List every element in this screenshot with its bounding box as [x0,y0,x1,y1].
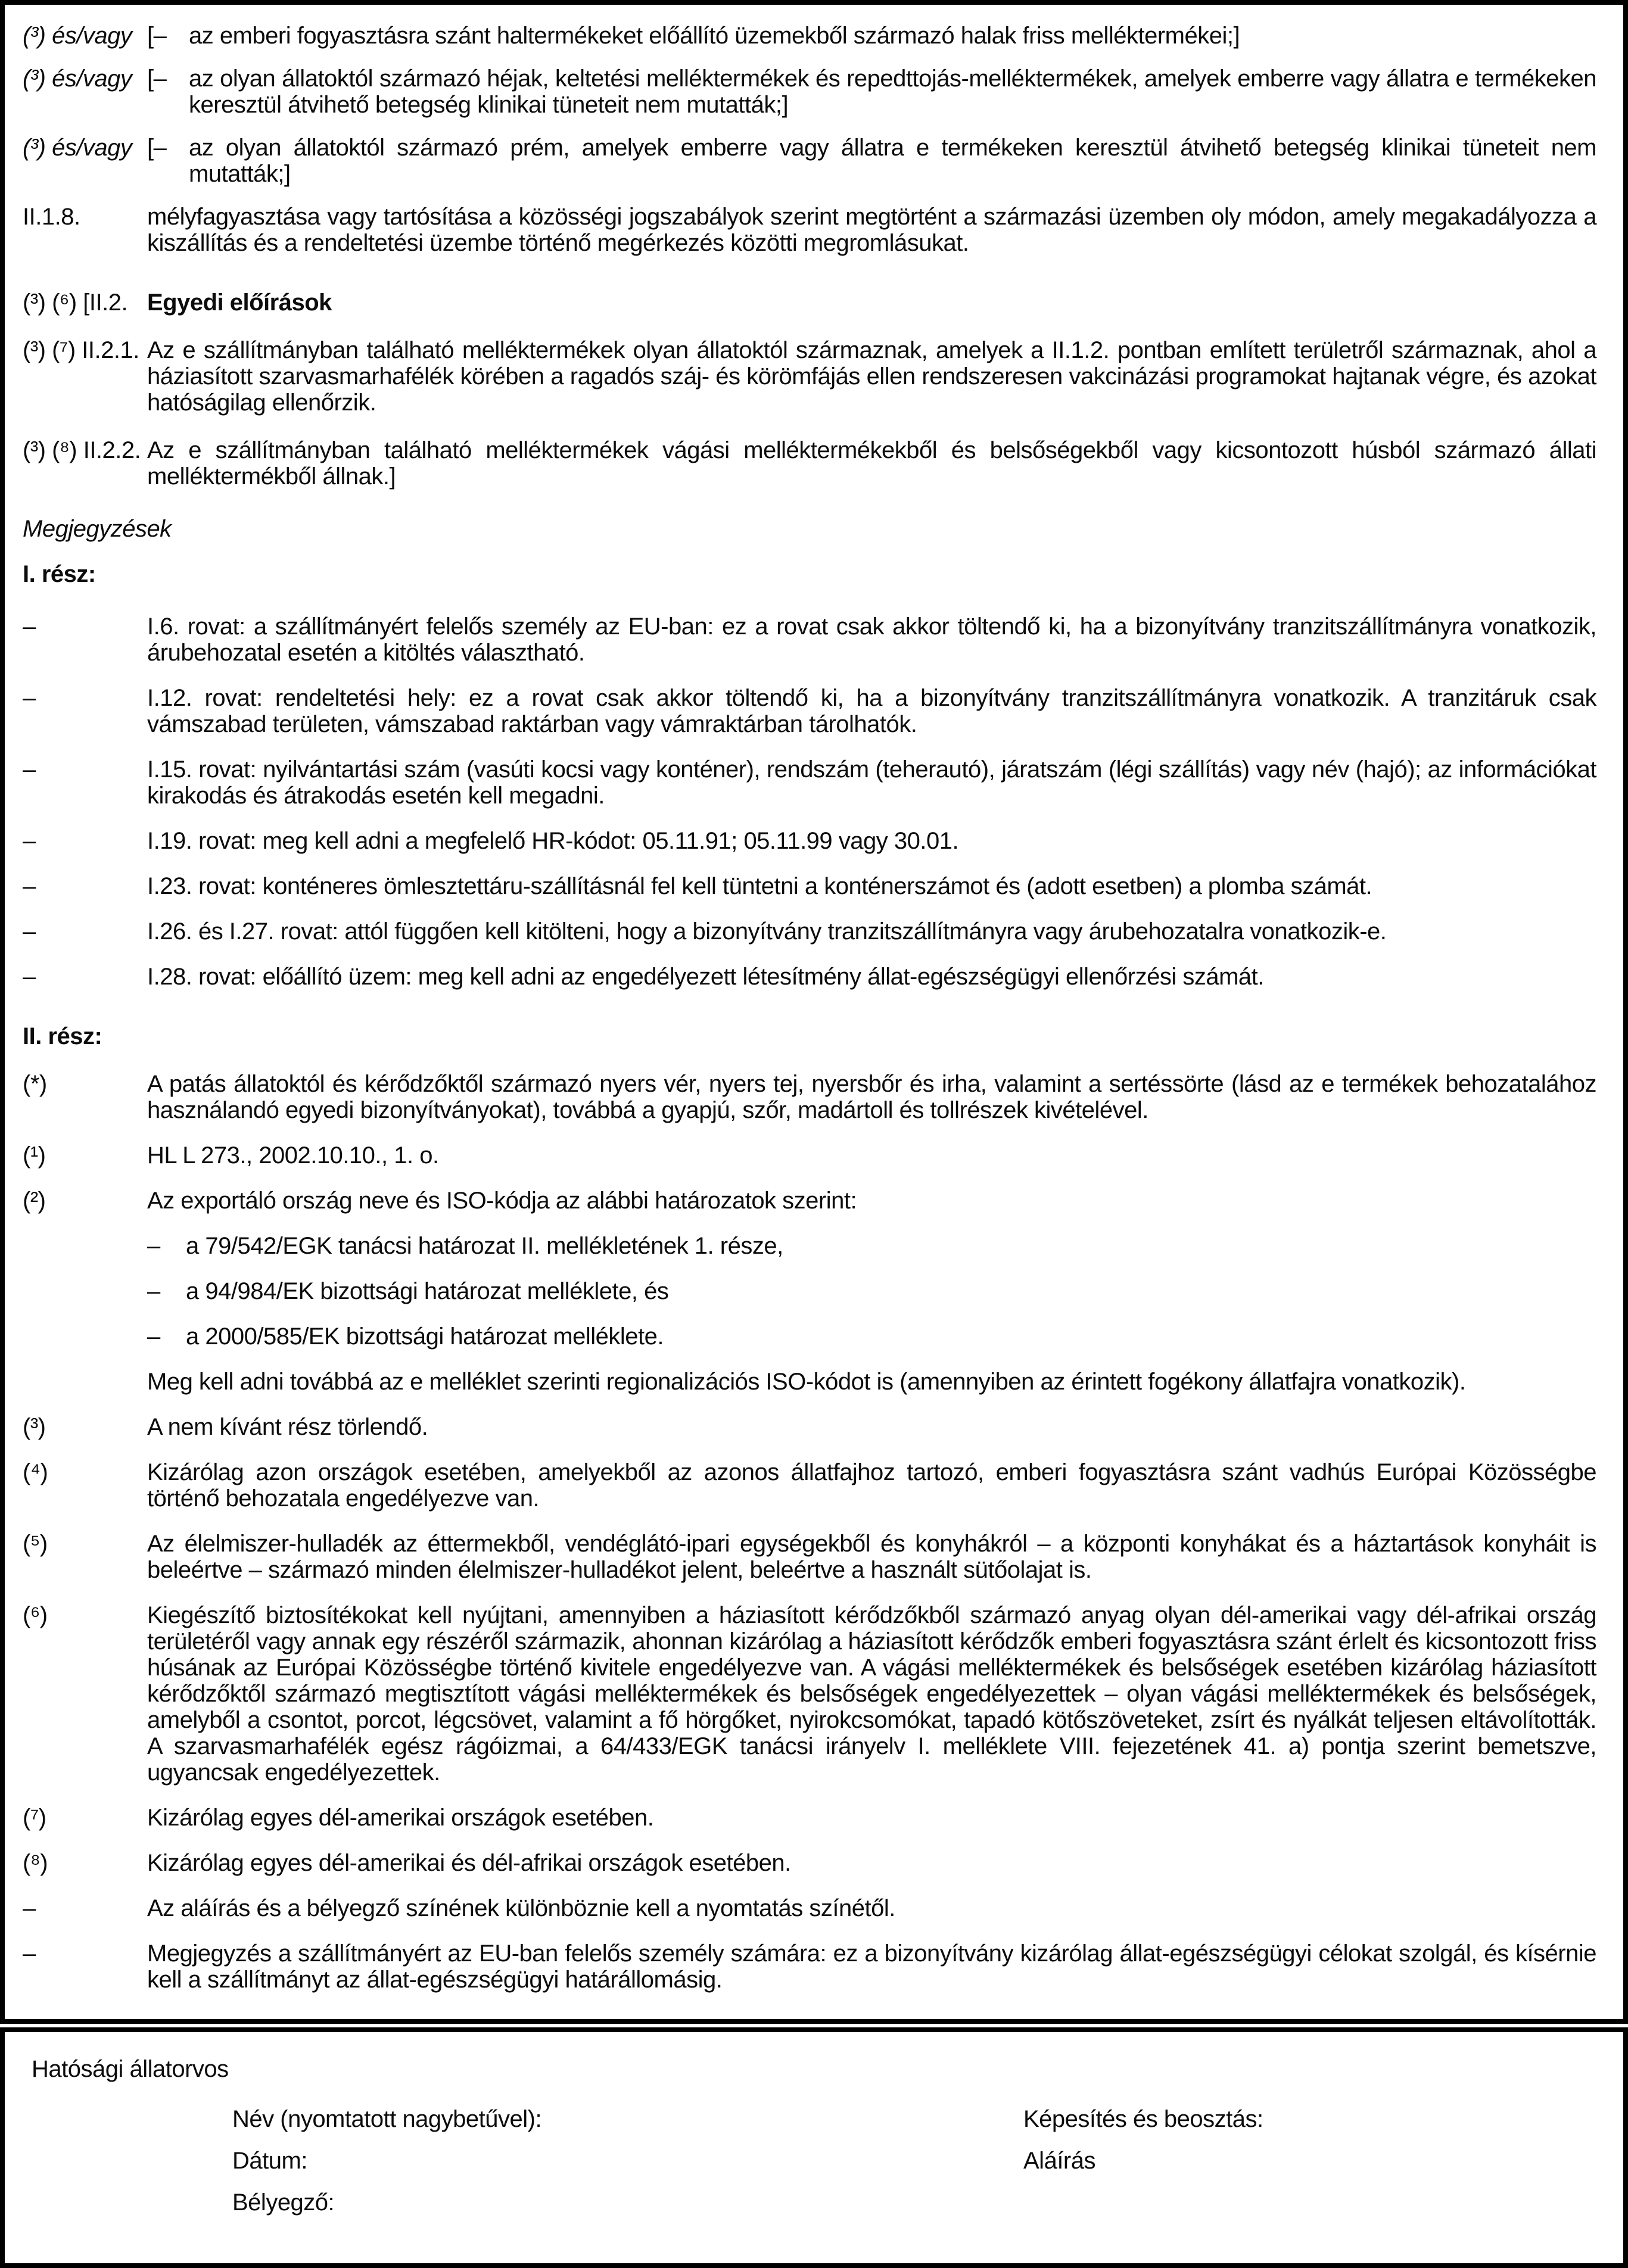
footer-row-name-qualification [32,2106,1596,2132]
part1-item-i23 [23,873,1596,899]
notes-title-row [23,516,1596,542]
clause-label: (³) (⁸) II.2.2. [23,437,141,463]
footnote-3 [23,1414,1596,1440]
part2-title-row [23,1023,1596,1049]
footer-title: Hatósági állatorvos [32,2056,229,2082]
date-field-label: Dátum: [232,2148,307,2174]
item-text: a 2000/585/EK bizottsági határozat melléklete. [186,1323,664,1350]
footnote-label: (⁶) [23,1602,48,1628]
clause-label: (³) (⁶) [II.2. [23,289,128,316]
clause-label: (³) és/vagy [23,23,132,49]
footnote-label: (⁷) [23,1805,46,1831]
footer-row-stamp [32,2189,1596,2216]
dash-marker: – [147,1233,160,1259]
part1-item-i19 [23,828,1596,854]
clause-label: II.1.8. [23,204,80,230]
part1-item-i6 [23,613,1596,666]
item-text: I.28. rovat: előállító üzem: meg kell adni az engedélyezett létesítmény állat-egészségügyi ellenőrzési számát. [147,964,1264,990]
dash-marker: – [23,828,36,854]
note-text: Az aláírás és a bélyegző színének különböznie kell a nyomtatás színétől. [147,1895,895,1921]
iso-list-row [23,1214,1596,1350]
clause-II-2-2 [23,437,1596,490]
footnote-text: Az exportáló ország neve és ISO-kódja az alábbi határozatok szerint: [147,1188,857,1214]
footnote-text: A nem kívánt rész törlendő. [147,1414,428,1440]
dash-marker: – [23,1940,36,1967]
qualification-field-label: Képesítés és beosztás: [1023,2106,1263,2132]
item-text: I.6. rovat: a szállítmányért felelős személy az EU-ban: ez a rovat csak akkor töltendő ki, ha a bizonyítvány tranzitszállítmányra vonatkozik, árubehozatal esetén a kitöltés választható. [147,613,1596,666]
clause-text: az olyan állatoktól származó héjak, keltetési melléktermékek és repedttojás-melléktermékek, amelyek emberre vagy állatra e termékeken keresztül átvihető betegség klinikai tüneteit nem mutatták;] [189,66,1596,118]
clause-label: (³) (⁷) II.2.1. [23,337,139,363]
footnote-5 [23,1531,1596,1583]
part1-item-i26-i27 [23,918,1596,945]
item-text: I.19. rovat: meg kell adni a megfelelő HR-kódot: 05.11.91; 05.11.99 vagy 30.01. [147,828,959,854]
part1-title-row [23,561,1596,587]
clause-II-2-1 [23,337,1596,416]
dash-marker: – [23,873,36,899]
footnote-label: (²) [23,1188,46,1214]
official-veterinarian-box [0,2027,1628,2268]
item-text: I.12. rovat: rendeltetési hely: ez a rovat csak akkor töltendő ki, ha a bizonyítvány tranzitszállítmányra vonatkozik. A tranzitáruk csak vámszabad területen, vámszabad raktárban vagy vámraktárban tárolhatók. [147,685,1596,737]
clause-text: mélyfagyasztása vagy tartósítása a közösségi jogszabályok szerint megtörtént a származási üzemben oly módon, amely megakadályozza a kiszállítás és a rendeltetési üzembe történő megérkezés közötti megromlásukat. [147,204,1596,256]
stamp-field-label: Bélyegző: [232,2189,335,2216]
part1-item-i12 [23,685,1596,737]
footnote-text: Kizárólag azon országok esetében, amelyekből az azonos állatfajhoz tartozó, emberi fogyasztásra szánt vadhús Európai Közösségbe történő behozatala engedélyezve van. [147,1459,1596,1512]
clause-text: Az e szállítmányban található melléktermékek vágási melléktermékekből és belsőségekből vagy kicsontozott húsból származó állati melléktermékből állnak.] [147,437,1596,490]
footnote-text: HL L 273., 2002.10.10., 1. o. [147,1142,439,1169]
item-text: a 79/542/EGK tanácsi határozat II. mellékletének 1. része, [186,1233,783,1259]
part2-title: II. rész: [23,1023,102,1049]
footnote-label: (⁴) [23,1459,48,1485]
footnote-label: (*) [23,1071,47,1097]
clause-text: Az e szállítmányban található melléktermékek olyan állatoktól származnak, amelyek a II.1.2. pontban említett területről származnak, ahol a háziasított szarvasmarhafélék körében a ragadós száj- és körömfájás ellen rendszeresen vakcinázási programokat hajtanak végre, és azokat hatóságilag ellenőrzik. [147,337,1596,416]
spacer [23,1214,147,1350]
andor-row-2 [23,66,1596,118]
andor-row-1 [23,23,1596,49]
bracket-dash-marker: [– [147,23,167,49]
heading-egyedi-eloirasok [23,289,1596,316]
item-text: I.26. és I.27. rovat: attól függően kell kitölteni, hogy a bizonyítvány tranzitszállítmányra vagy árubehozatalra vonatkozik-e. [147,918,1387,945]
andor-row-3 [23,135,1596,187]
footnote-text: A patás állatoktól és kérődzőktől származó nyers vér, nyers tej, nyersbőr és irha, valamint a sertéssörte (lásd az e termékek behozatalához használandó egyedi bizonyítványokat), továbbá a gyapjú, szőr, madártoll és tollrészek kivételével. [147,1071,1596,1123]
dash-marker: – [147,1323,160,1350]
footnote-text: Kizárólag egyes dél-amerikai országok esetében. [147,1805,654,1831]
footnote-text: Az élelmiszer-hulladék az éttermekből, vendéglátó-ipari egységekből és konyhákról – a központi konyhákat és a háztartások konyháit is beleértve – származó minden élelmiszer-hulladékot jelent, beleértve a használt sütőolajat is. [147,1531,1596,1583]
item-text: I.23. rovat: konténeres ömlesztettáru-szállításnál fel kell tüntetni a konténerszámot és (adott esetben) a plomba számát. [147,873,1372,899]
clause-text: az olyan állatoktól származó prém, amelyek emberre vagy állatra e termékeken keresztül átvihető betegség klinikai tüneteit nem mutatták;] [189,135,1596,187]
bracket-dash-marker: [– [147,135,167,161]
signature-field-label: Aláírás [1023,2148,1095,2174]
clause-II-1-8 [23,204,1596,256]
footnote-4 [23,1459,1596,1512]
footnote-6 [23,1602,1596,1786]
footnote-label: (⁸) [23,1850,48,1876]
item-text: I.15. rovat: nyilvántartási szám (vasúti kocsi vagy konténer), rendszám (teherautó), járatszám (légi szállítás) vagy név (hajó); az információkat kirakodás és átrakodás esetén kell megadni. [147,756,1596,809]
footnote-label: (⁵) [23,1531,48,1557]
iso-list [147,1214,1596,1350]
dash-marker: – [23,613,36,640]
footnote-label: (³) [23,1414,46,1440]
iso-item-3 [147,1323,1596,1350]
footnote-text: Kiegészítő biztosítékokat kell nyújtani, amennyiben a háziasított kérődzőkből származó anyag olyan dél-amerikai vagy dél-afrikai ország területéről vagy annak egy részéről származik, ahonnan kizárólag a háziasított kérődzők emberi fogyasztásra szánt érlelt és kicsontozott friss húsának az Európai Közösségbe történő kivitele engedélyezve van. A vágási melléktermékek és belsőségek esetében kizárólag háziasított kérődzőktől származó megtisztított vágási melléktermékek és belsőségek engedélyezettek – olyan vágási melléktermékek és belsőségek, amelyből a csontot, porcot, légcsövet, valamint a fő hörgőket, nyirokcsomókat, tapadó kötőszöveteket, zsírt és nyálkát teljesen eltávolították. A szarvasmarhafélék egész rágóizmai, a 64/433/EGK tanácsi irányelv I. melléklete VIII. fejezetének 41. a) pontja szerint bemetszve, ugyancsak engedélyezettek. [147,1602,1596,1786]
dash-note-signature-color [23,1895,1596,1921]
bracket-dash-marker: [– [147,66,167,92]
item-text: a 94/984/EK bizottsági határozat melléklete, és [186,1278,669,1304]
notes-title: Megjegyzések [23,516,172,542]
dash-marker: – [23,918,36,945]
footnote-text: Meg kell adni továbbá az e melléklet szerinti regionalizációs ISO-kódot is (amennyiben az érintett fogékony állatfajra vonatkozik). [147,1369,1466,1395]
footnote-1 [23,1142,1596,1169]
footnote-8 [23,1850,1596,1876]
dash-note-responsible-person [23,1940,1596,1993]
iso-item-1 [147,1233,1596,1259]
name-field-label: Név (nyomtatott nagybetűvel): [232,2106,542,2132]
iso-item-2 [147,1278,1596,1304]
dash-marker: – [23,685,36,711]
dash-marker: – [23,964,36,990]
footnote-star [23,1071,1596,1123]
iso-extra-row [23,1369,1596,1395]
footnote-7 [23,1805,1596,1831]
note-text: Megjegyzés a szállítmányért az EU-ban felelős személy számára: ez a bizonyítvány kizárólag állat-egészségügyi célokat szolgál, és kísérnie kell a szállítmányt az állat-egészségügyi határállomásig. [147,1940,1596,1993]
clause-label: (³) és/vagy [23,135,132,161]
footnote-2 [23,1188,1596,1214]
spacer [23,1369,147,1395]
part1-title: I. rész: [23,561,96,587]
section-heading: Egyedi előírások [147,289,332,316]
dash-marker: – [147,1278,160,1304]
clause-text: az emberi fogyasztásra szánt haltermékeket előállító üzemekből származó halak friss melléktermékei;] [189,23,1240,49]
part1-item-i15 [23,756,1596,809]
footer-row-date-signature [32,2148,1596,2174]
clause-label: (³) és/vagy [23,66,132,92]
footnote-label: (¹) [23,1142,46,1169]
footnote-text: Kizárólag egyes dél-amerikai és dél-afrikai országok esetében. [147,1850,791,1876]
part1-item-i28 [23,964,1596,990]
dash-marker: – [23,756,36,783]
dash-marker: – [23,1895,36,1921]
